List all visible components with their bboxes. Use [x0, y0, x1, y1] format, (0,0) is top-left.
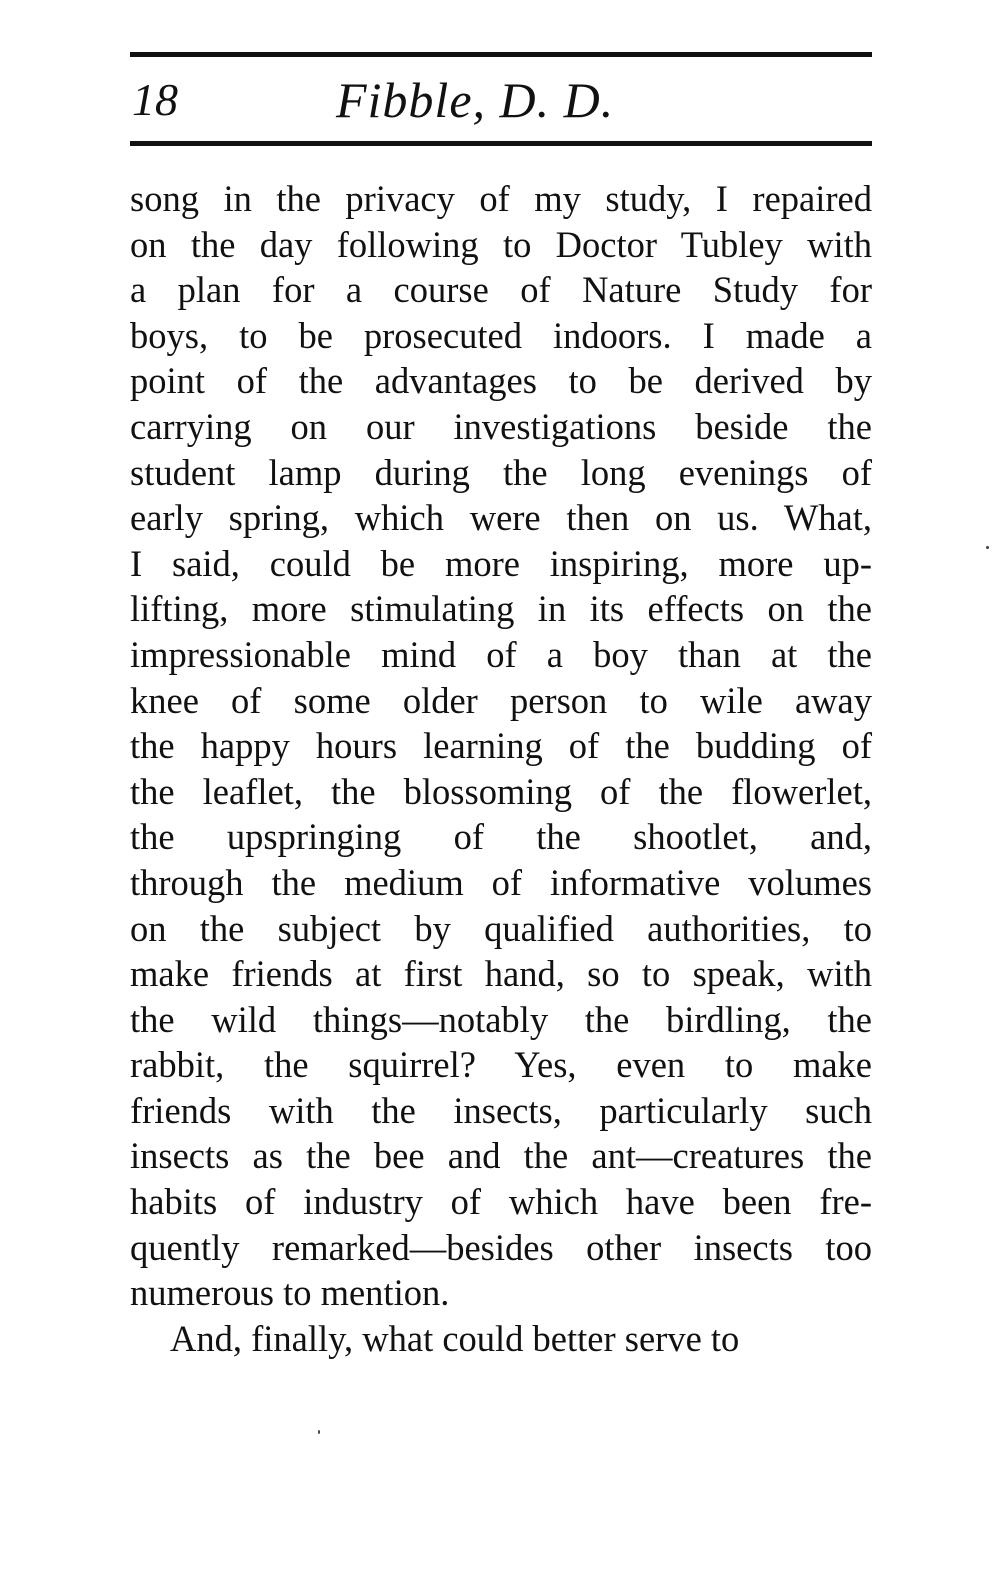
text-line: the leaflet, the blossoming of the flowerlet, [130, 770, 872, 812]
text-line: on the subject by qualified authorities, to [130, 907, 872, 949]
scan-speck [318, 1430, 320, 1434]
text-line: habits of industry of which have been fre- [130, 1181, 872, 1223]
body-text [130, 176, 872, 1361]
header-top-rule [130, 52, 872, 57]
text-line: make friends at first hand, so to speak, with [130, 953, 872, 995]
text-line: the happy hours learning of the budding of [130, 725, 872, 767]
text-line: song in the privacy of my study, I repaired [130, 178, 872, 219]
text-line: lifting, more stimulating in its effects on the [130, 588, 872, 630]
page-number: 18 [132, 74, 178, 125]
text-line: the upspringing of the shootlet, and, [130, 816, 872, 858]
text-line: friends with the insects, particularly such [130, 1089, 872, 1131]
text-line: on the day following to Doctor Tubley with [130, 223, 872, 265]
text-line: carrying on our investigations beside the [130, 405, 872, 447]
scan-speck [986, 546, 989, 549]
paragraph-end-line: numerous to mention. [130, 1272, 450, 1314]
text-line: student lamp during the long evenings of [130, 451, 872, 493]
text-line: insects as the bee and the ant—creatures the [130, 1135, 872, 1177]
text-line: the wild things—notably the birdling, the [130, 998, 872, 1040]
text-line: early spring, which were then on us. What, [130, 497, 872, 539]
text-line: point of the advantages to be derived by [130, 360, 872, 402]
text-line: rabbit, the squirrel? Yes, even to make [130, 1044, 872, 1086]
paragraph-start-line: And, finally, what could better serve to [170, 1317, 740, 1359]
text-line: knee of some older person to wile away [130, 679, 872, 721]
header-bottom-rule [130, 141, 872, 146]
text-line: through the medium of informative volumes [130, 861, 872, 903]
book-page [130, 52, 872, 1361]
text-line: a plan for a course of Nature Study for [130, 269, 872, 311]
running-header [130, 65, 872, 135]
text-line: boys, to be prosecuted indoors. I made a [130, 314, 872, 356]
text-line: quently remarked—besides other insects too [130, 1226, 872, 1268]
running-title: Fibble, D. D. [336, 72, 615, 128]
text-line: impressionable mind of a boy than at the [130, 633, 872, 675]
text-line: I said, could be more inspiring, more up- [130, 542, 872, 584]
